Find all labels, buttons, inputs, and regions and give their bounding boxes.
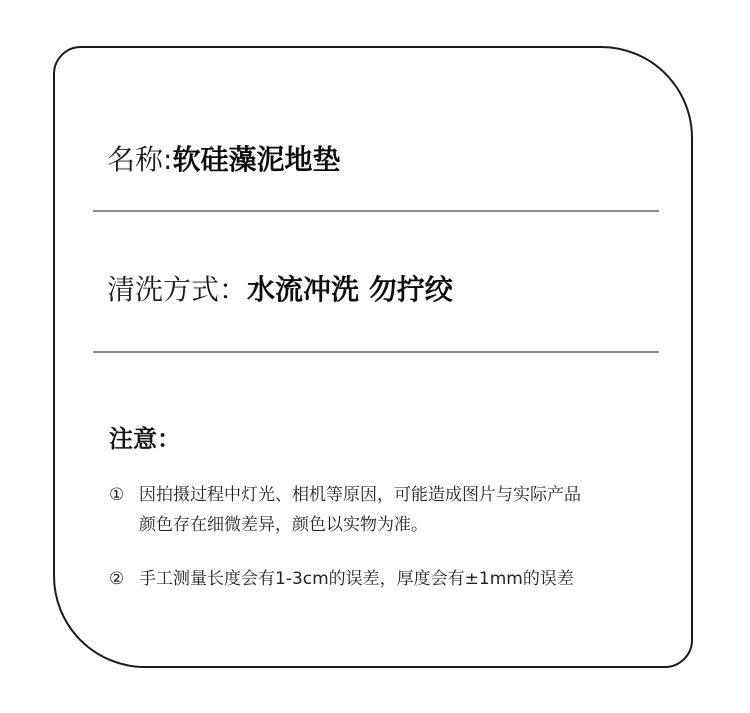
note-text-2: 手工测量长度会有1-3cm的误差，厚度会有±1mm的误差 <box>139 569 574 589</box>
divider-2 <box>93 351 659 353</box>
product-name-label: 名称: <box>107 143 173 176</box>
washing-method-value: 水流冲洗 勿拧绞 <box>247 273 453 306</box>
washing-method-row <box>107 274 453 306</box>
note-number-2: ② <box>109 569 125 589</box>
divider-1 <box>93 210 659 212</box>
notes-title: 注意： <box>109 425 181 453</box>
product-name-value: 软硅藻泥地垫 <box>172 143 341 176</box>
washing-method-label: 清洗方式： <box>107 273 248 306</box>
note-item-2 <box>109 564 574 594</box>
product-name-row <box>107 144 340 176</box>
product-info-card <box>53 46 693 668</box>
note-number-1: ① <box>109 485 125 505</box>
note-text-1-line2: 颜色存在细微差异，颜色以实物为准。 <box>139 515 428 535</box>
note-text-1-line1: 因拍摄过程中灯光、相机等原因，可能造成图片与实际产品 <box>139 485 581 505</box>
note-item-1 <box>109 480 581 540</box>
